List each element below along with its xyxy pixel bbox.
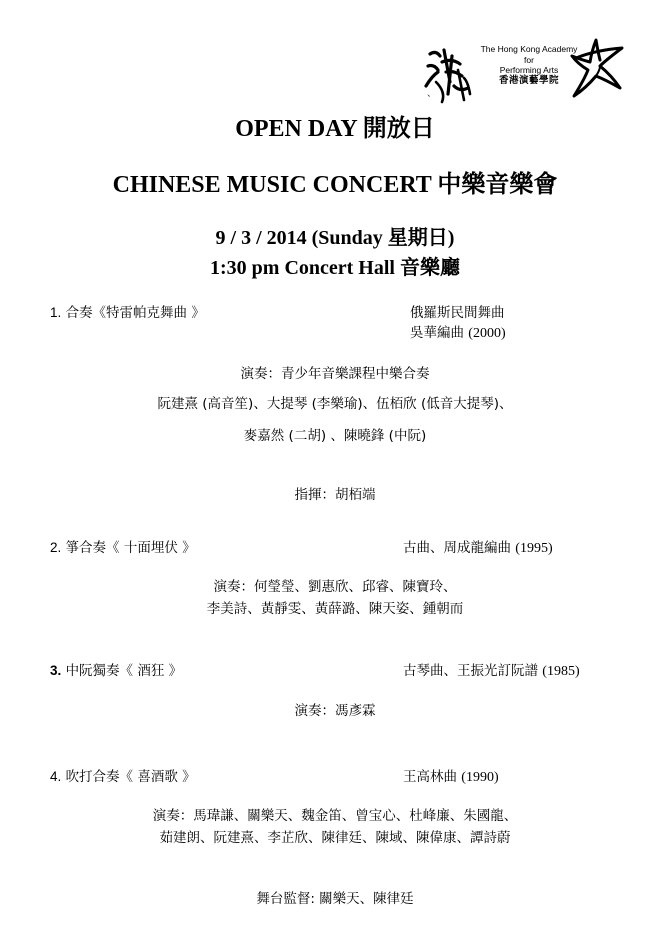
item-1-performers-3: 麥嘉然 (二胡) 、陳曉鋒 (中阮) [243,428,427,444]
item-2-performers-2: 李美詩、黃靜雯、黃薛潞、陳天姿、鍾朝而 [206,601,464,617]
item-4-composer: 王高林曲 [403,769,457,785]
item-1-heading [50,301,205,321]
item-2-composer: 古曲、周成龍編曲 [403,540,511,556]
item-4-heading [50,765,196,785]
item-3-heading [50,659,182,679]
item-1-performers-1: 演奏：青少年音樂課程中樂合奏 [240,366,430,382]
academy-name-en-1: The Hong Kong Academy [480,44,578,54]
item-1-conductor: 指揮：胡栢端 [294,487,376,503]
item-3-title: 中阮獨奏《 酒狂 》 [65,663,183,679]
item-3-number: 3. [50,663,62,678]
item-2-performers-1: 演奏：何瑩瑩、劉惠欣、邱睿、陳寶玲、 [213,579,457,595]
item-4-credit [403,765,499,786]
concert-date: 9 / 3 / 2014 (Sunday 星期日) [215,227,455,249]
item-1-title: 合奏《特雷帕克舞曲 》 [65,305,205,321]
stage-manager: 舞台監督: 關樂天、陳律廷 [256,891,414,907]
academy-name-en-3: Performing Arts [499,65,559,75]
item-1-performers-2: 阮建熹 (高音笙)、大提琴 (李樂瑜)、伍栢欣 (低音大提琴)、 [157,396,513,412]
concert-title: CHINESE MUSIC CONCERT 中樂音樂會 [112,172,558,198]
item-3-performers-1: 演奏：馮彥霖 [294,703,376,719]
item-3-credit [403,659,580,680]
item-2-year: (1995) [515,541,553,556]
item-1-year: (2000) [468,326,506,341]
academy-name-en-2: for [524,54,534,65]
item-1-number: 1. [50,305,62,320]
stray-mark: 、 [427,88,437,98]
academy-star-logo [566,36,630,100]
item-1-credit-2 [410,321,506,342]
item-3-composer: 古琴曲、王振光訂阮譜 [403,663,538,679]
page-title: OPEN DAY 開放日 [235,116,435,142]
item-2-heading [50,536,196,556]
concert-time-venue: 1:30 pm Concert Hall 音樂廳 [210,257,460,279]
item-4-performers-1: 演奏：馬瑋謙、關樂天、魏金笛、曾宝心、杜峰廉、朱國龍、 [152,808,518,824]
item-2-title: 箏合奏《 十面埋伏 》 [65,540,196,556]
item-4-year: (1990) [461,770,499,785]
item-4-number: 4. [50,769,62,784]
academy-name-cn: 香港演藝學院 [498,74,559,86]
item-1-arranger: 吳華編曲 [410,325,464,341]
item-4-performers-2: 茹建朗、阮建熹、李芷欣、陳律廷、陳域、陳偉康、譚詩蔚 [159,830,511,846]
item-1-credit-1: 俄羅斯民間舞曲 [410,305,505,321]
item-4-title: 吹打合奏《 喜酒歌 》 [65,769,196,785]
item-2-credit [403,536,553,557]
item-2-number: 2. [50,540,62,555]
item-3-year: (1985) [542,664,580,679]
